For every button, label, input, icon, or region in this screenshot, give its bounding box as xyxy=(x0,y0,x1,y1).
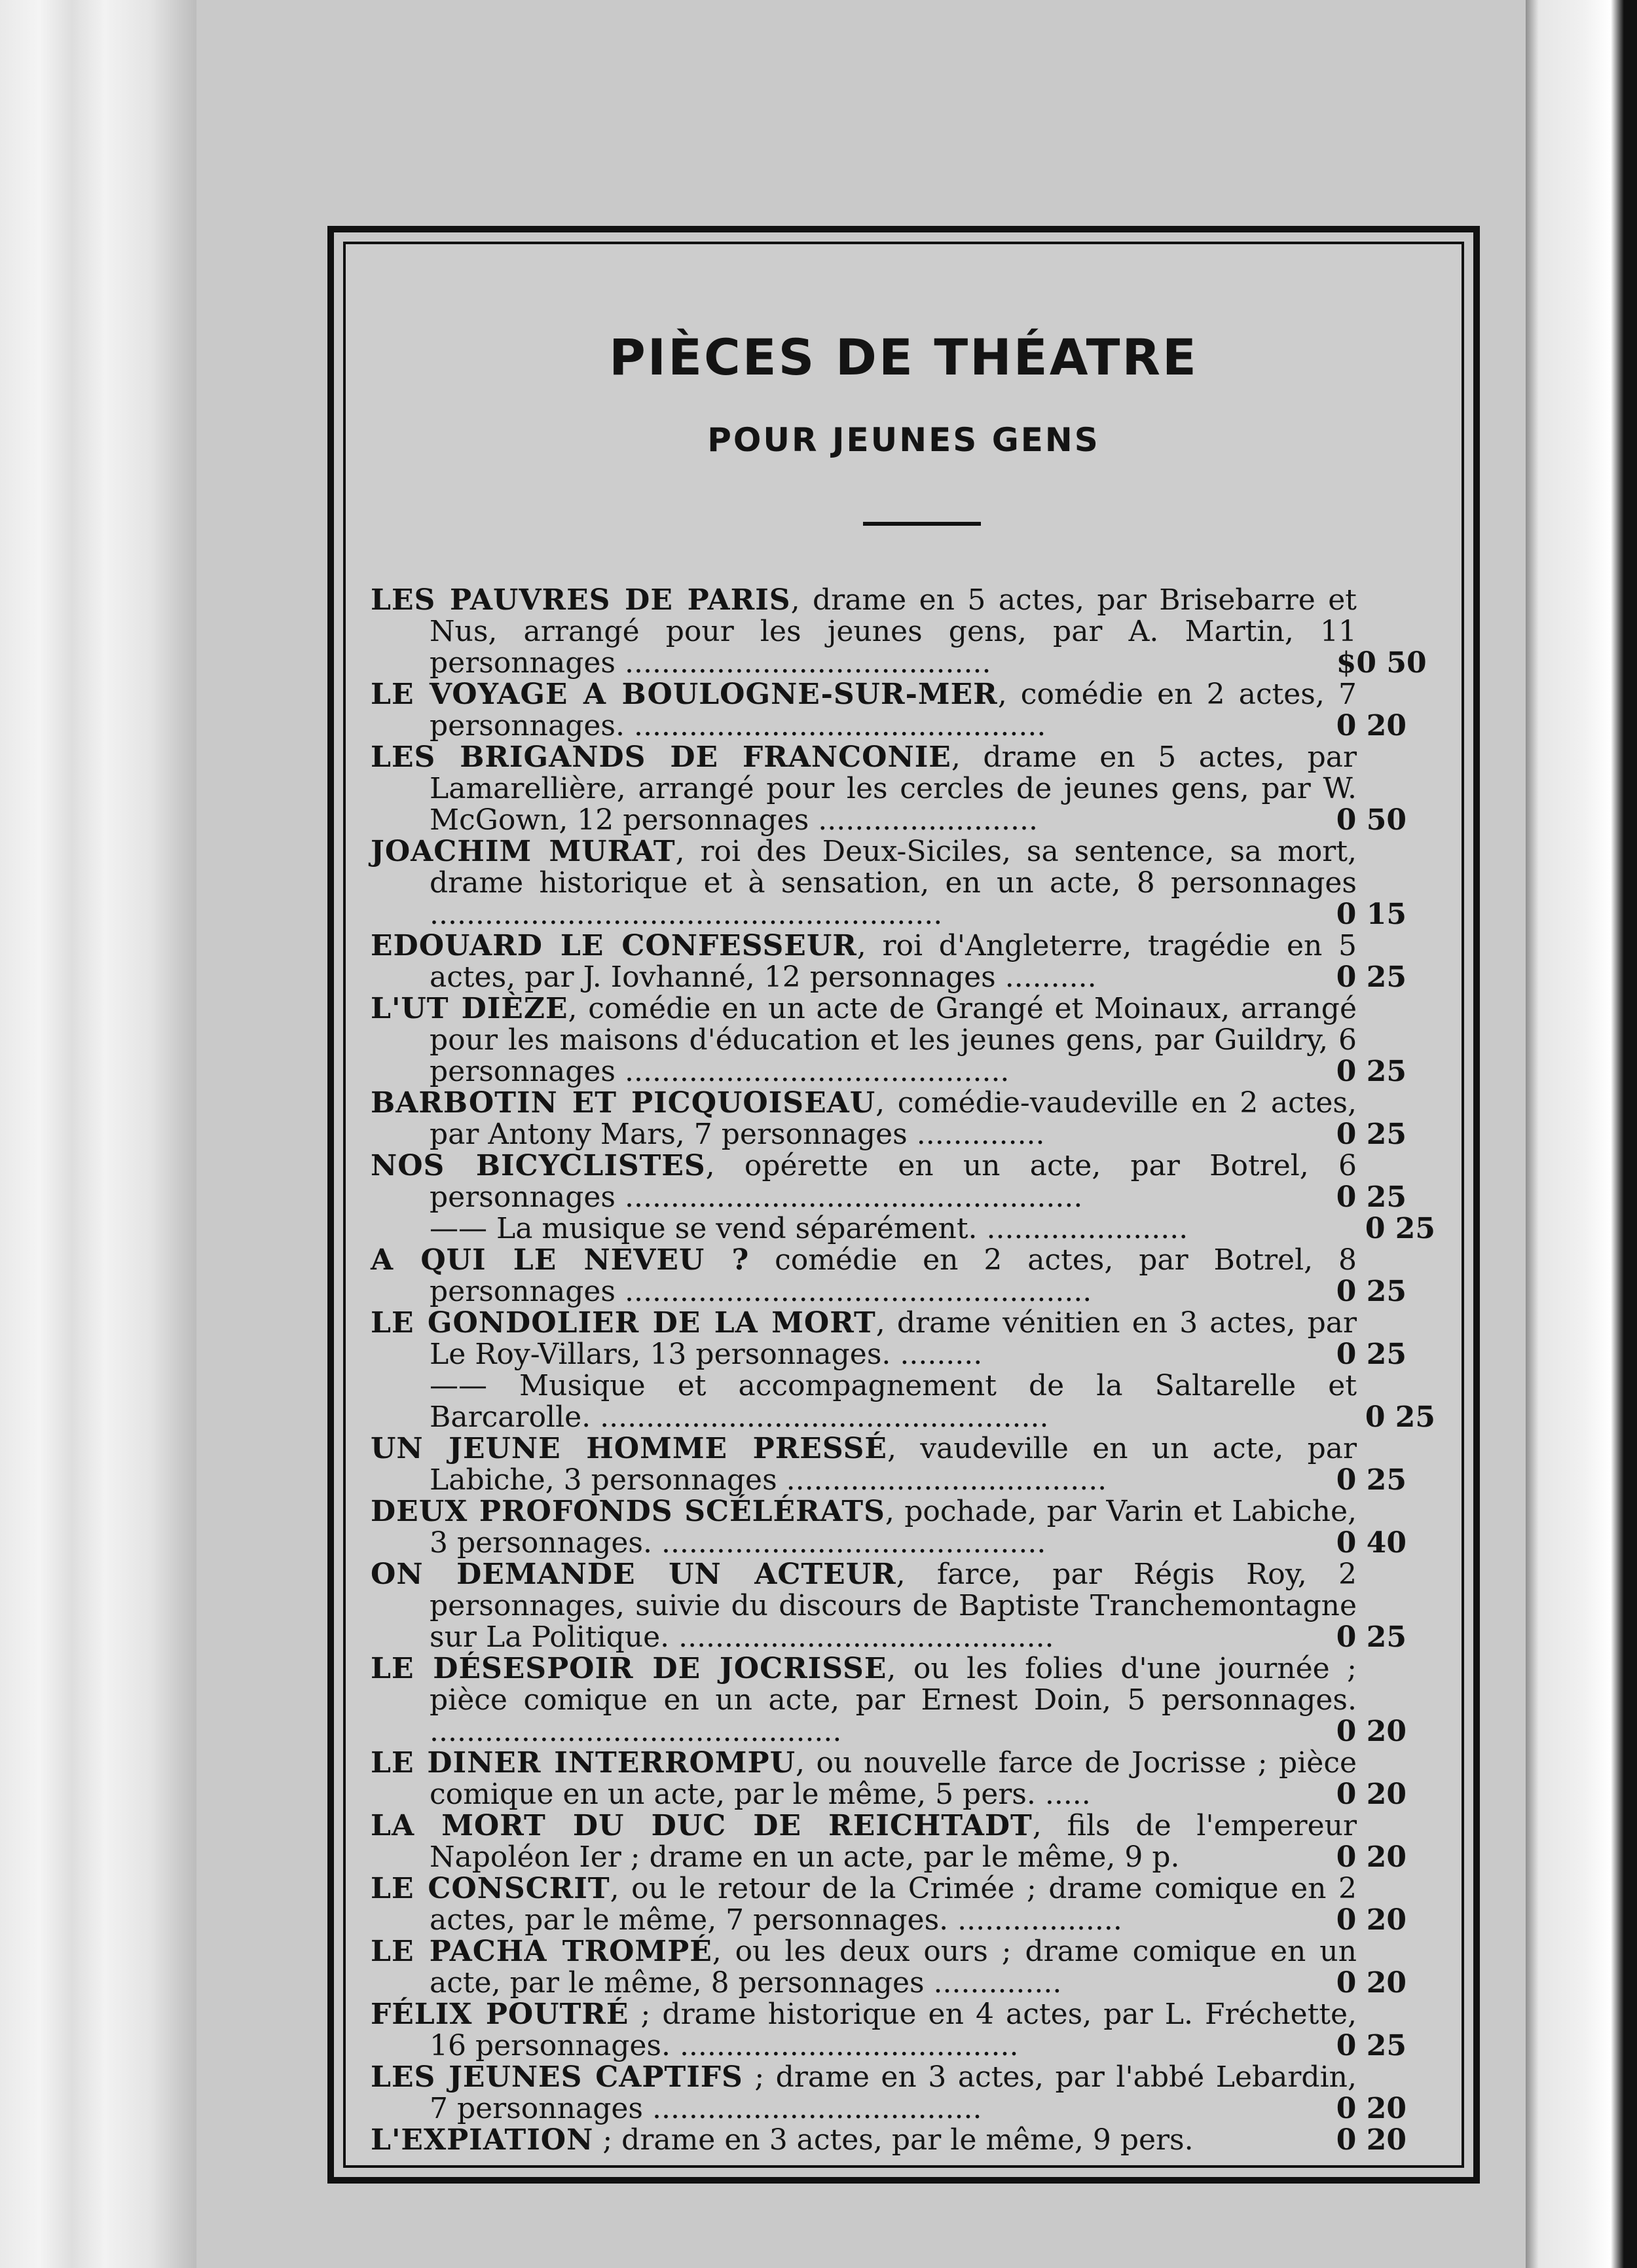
play-description: , opérette en un acte, par Botrel, 6 personnages .................................................. xyxy=(430,1149,1357,1214)
play-price: 0 25 xyxy=(1336,1118,1407,1151)
list-item xyxy=(371,742,1435,836)
list-item xyxy=(371,585,1435,679)
list-item xyxy=(371,1088,1435,1150)
list-item xyxy=(371,1810,1435,1873)
play-price: 0 25 xyxy=(1336,1180,1407,1214)
list-item xyxy=(371,1936,1435,1999)
play-description: , pochade, par Varin et Labiche, 3 personnages. .......................................... xyxy=(430,1495,1357,1560)
play-description: , comédie-vaudeville en 2 actes, par Antony Mars, 7 personnages .............. xyxy=(430,1086,1357,1151)
play-description: , roi d'Angleterre, tragédie en 5 actes, par J. Iovhanné, 12 personnages .......... xyxy=(430,929,1357,994)
list-item xyxy=(371,1559,1435,1653)
play-description: , drame vénitien en 3 actes, par Le Roy-Villars, 13 personnages. ......... xyxy=(430,1306,1357,1371)
play-description: , vaudeville en un acte, par Labiche, 3 personnages ................................... xyxy=(430,1432,1357,1497)
play-price: 0 25 xyxy=(1336,1055,1407,1088)
play-title: UN JEUNE HOMME PRESSÉ xyxy=(371,1432,887,1465)
play-description: , comédie en 2 actes, 7 personnages. ............................................. xyxy=(430,678,1357,742)
play-description: , ou le retour de la Crimée ; drame comique en 2 actes, par le même, 7 personnages. .................. xyxy=(430,1872,1357,1937)
play-description: , ou les deux ours ; drame comique en un acte, par le même, 8 personnages .............. xyxy=(430,1935,1357,2000)
list-item xyxy=(371,1245,1435,1308)
list-item xyxy=(371,1308,1435,1370)
list-item xyxy=(371,1653,1435,1747)
play-title: LE PACHA TROMPÉ xyxy=(371,1935,712,1968)
list-item xyxy=(371,1873,1435,1936)
play-price: 0 20 xyxy=(1336,1966,1407,2000)
play-title: LE GONDOLIER DE LA MORT xyxy=(371,1306,876,1340)
play-price: 0 20 xyxy=(1336,2123,1407,2157)
list-item xyxy=(371,1150,1435,1213)
play-list xyxy=(371,585,1435,2156)
play-title: L'UT DIÈZE xyxy=(371,992,568,1025)
play-title: ON DEMANDE UN ACTEUR xyxy=(371,1558,896,1591)
list-item xyxy=(371,930,1435,993)
play-description: , comédie en un acte de Grangé et Moinaux, arrangé pour les maisons d'éducation et les jeunes gens, par Guildry, 6 personnages .......................................... xyxy=(430,992,1357,1088)
play-title: A QUI LE NEVEU ? xyxy=(371,1243,750,1277)
page-title: PIÈCES DE THÉATRE xyxy=(609,328,1198,386)
list-item xyxy=(371,1433,1435,1496)
play-description: , roi des Deux-Siciles, sa sentence, sa mort, drame historique et à sensation, en un acte, 8 personnages ........................................................ xyxy=(430,835,1357,931)
note-text: —— La musique se vend séparément. ...................... xyxy=(430,1212,1188,1245)
play-price: 0 25 xyxy=(1336,1620,1407,1654)
list-item xyxy=(371,836,1435,930)
scan-right-edge xyxy=(1526,0,1637,2268)
play-title: EDOUARD LE CONFESSEUR xyxy=(371,929,857,962)
play-price: 0 25 xyxy=(1336,1463,1407,1497)
page-subtitle: POUR JEUNES GENS xyxy=(707,421,1100,459)
list-item xyxy=(371,993,1435,1088)
play-price: 0 25 xyxy=(1336,1275,1407,1308)
play-description: , ou les folies d'une journée ; pièce comique en un acte, par Ernest Doin, 5 personnages. ............................................. xyxy=(430,1652,1357,1748)
play-title: L'EXPIATION xyxy=(371,2123,594,2157)
play-title: LES JEUNES CAPTIFS xyxy=(371,2060,743,2094)
play-title: JOACHIM MURAT xyxy=(371,835,676,868)
play-price: 0 25 xyxy=(1336,960,1407,994)
list-item xyxy=(371,2062,1435,2125)
play-description: , drame en 5 actes, par Lamarellière, arrangé pour les cercles de jeunes gens, par W. McGown, 12 personnages ........................ xyxy=(430,741,1357,837)
play-price: 0 20 xyxy=(1336,1903,1407,1937)
play-price: 0 25 xyxy=(1365,1400,1435,1434)
play-title: FÉLIX POUTRÉ xyxy=(371,1998,629,2031)
list-item xyxy=(371,679,1435,742)
play-price: 0 20 xyxy=(1336,709,1407,742)
play-title: LE DÉSESPOIR DE JOCRISSE xyxy=(371,1652,887,1685)
play-description: , ou nouvelle farce de Jocrisse ; pièce comique en un acte, par le même, 5 pers. ..... xyxy=(430,1746,1357,1811)
play-price: 0 15 xyxy=(1336,898,1407,931)
play-price: 0 25 xyxy=(1336,1338,1407,1371)
play-title: LA MORT DU DUC DE REICHTADT xyxy=(371,1809,1033,1842)
play-price: 0 25 xyxy=(1336,2029,1407,2062)
play-title: LES PAUVRES DE PARIS xyxy=(371,583,791,617)
play-price: 0 20 xyxy=(1336,1840,1407,1874)
play-description: comédie en 2 actes, par Botrel, 8 personnages ................................................... xyxy=(430,1243,1357,1308)
play-price: 0 40 xyxy=(1336,1526,1407,1560)
list-item xyxy=(371,2125,1435,2156)
play-description: ; drame en 3 actes, par le même, 9 pers. xyxy=(593,2123,1194,2157)
list-item-note xyxy=(371,1370,1435,1433)
play-title: BARBOTIN ET PICQUOISEAU xyxy=(371,1086,876,1120)
play-price: 0 50 xyxy=(1336,803,1407,837)
note-text: —— Musique et accompagnement de la Saltarelle et Barcarolle. ................................................. xyxy=(430,1369,1357,1434)
list-item xyxy=(371,1999,1435,2062)
play-title: LE DINER INTERROMPU xyxy=(371,1746,796,1780)
play-price: 0 20 xyxy=(1336,2092,1407,2125)
play-price: $0 50 xyxy=(1336,646,1427,680)
divider-rule xyxy=(863,522,981,526)
play-title: NOS BICYCLISTES xyxy=(371,1149,706,1182)
play-title: LES BRIGANDS DE FRANCONIE xyxy=(371,741,951,774)
play-price: 0 20 xyxy=(1336,1778,1407,1811)
list-item-note xyxy=(371,1213,1435,1245)
list-item xyxy=(371,1747,1435,1810)
play-description: ; drame en 3 actes, par l'abbé Lebardin, 7 personnages .................................... xyxy=(430,2060,1357,2125)
play-title: LE VOYAGE A BOULOGNE-SUR-MER xyxy=(371,678,998,711)
play-title: DEUX PROFONDS SCÉLÉRATS xyxy=(371,1495,885,1528)
list-item xyxy=(371,1496,1435,1559)
play-price: 0 20 xyxy=(1336,1715,1407,1748)
play-description: , farce, par Régis Roy, 2 personnages, suivie du discours de Baptiste Tranchemontagne sur La Politique. ......................................... xyxy=(430,1558,1357,1654)
catalog-frame xyxy=(327,226,1480,2184)
play-description: , fils de l'empereur Napoléon Ier ; drame en un acte, par le même, 9 p. xyxy=(430,1809,1357,1874)
scan-left-edge xyxy=(0,0,196,2268)
play-description: ; drame historique en 4 actes, par L. Fréchette, 16 personnages. ..................................... xyxy=(430,1998,1357,2062)
play-description: , drame en 5 actes, par Brisebarre et Nus, arrangé pour les jeunes gens, par A. Martin, 11 personnages ........................................ xyxy=(430,583,1357,680)
play-title: LE CONSCRIT xyxy=(371,1872,610,1905)
catalog-inner-frame xyxy=(343,242,1464,2168)
play-price: 0 25 xyxy=(1365,1212,1435,1245)
